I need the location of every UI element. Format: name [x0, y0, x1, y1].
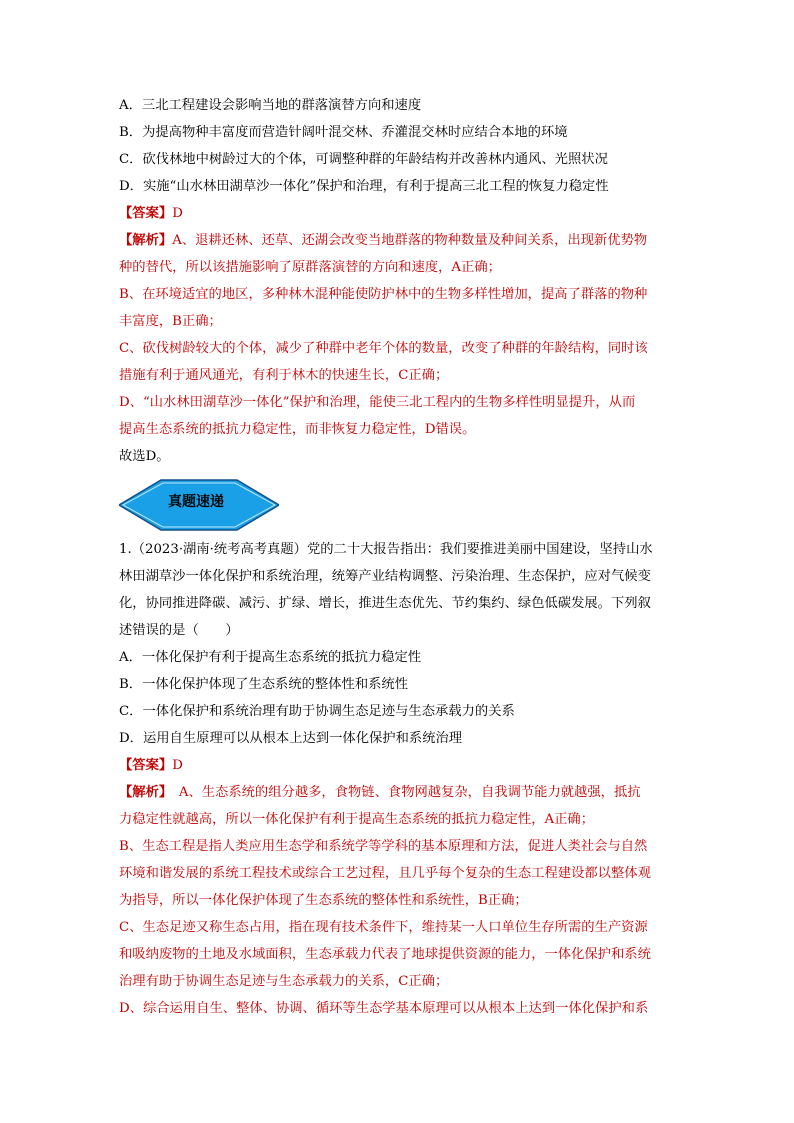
q2-analysis-line: 治理有助于协调生态足迹与生态承载力的关系，C正确；	[119, 974, 449, 989]
q2-answer	[119, 752, 679, 779]
q2-option-d: D．运用自生原理可以从根本上达到一体化保护和系统治理	[119, 731, 463, 746]
q2-analysis-line: C、生态足迹又称生态占用，指在现有技术条件下，维持某一人口单位生存所需的生产资源	[119, 920, 648, 935]
analysis-tag: 【解析】	[119, 785, 166, 800]
q1-option-b: B．为提高物种丰富度而营造针阔叶混交林、乔灌混交林时应结合本地的环境	[119, 125, 568, 140]
q1-analysis-line: D、“山水林田湖草沙一体化”保护和治理，能使三北工程内的生物多样性明显提升，从而	[119, 395, 636, 410]
analysis-tag: 【解析】	[119, 233, 173, 248]
q1-analysis-line: 丰富度，B正确；	[119, 314, 222, 329]
q1-option-d: D．实施“山水林田湖草沙一体化”保护和治理，有利于提高三北工程的恢复力稳定性	[119, 179, 609, 194]
section-banner	[119, 476, 679, 534]
q2-option-a: A．一体化保护有利于提高生态系统的抵抗力稳定性	[119, 650, 422, 665]
q2-stem-line: 林田湖草沙一体化保护和系统治理，统筹产业结构调整、污染治理、生态保护，应对气候变	[119, 569, 651, 584]
q1-option-c: C．砍伐林地中树龄过大的个体，可调整种群的年龄结构并改善林内通风、光照状况	[119, 152, 608, 167]
answer-value: D	[172, 206, 183, 221]
q2-option-b: B．一体化保护体现了生态系统的整体性和系统性	[119, 677, 409, 692]
q1-analysis-line: 种的替代，所以该措施影响了原群落演替的方向和速度，A正确；	[119, 260, 501, 275]
q1-conclusion: 故选D。	[119, 449, 170, 464]
q2-analysis-line: D、综合运用自生、整体、协调、循环等生态学基本原理可以从根本上达到一体化保护和系	[119, 1001, 649, 1016]
q2-analysis-line: B、生态工程是指人类应用生态学和系统学等学科的基本原理和方法，促进人类社会与自然	[119, 839, 648, 854]
q1-analysis-line	[119, 227, 679, 254]
q2-stem-line: 化，协同推进降碳、减污、扩绿、增长，推进生态优先、节约集约、绿色低碳发展。下列叙	[119, 596, 651, 611]
document-page	[119, 92, 679, 1022]
q2-analysis-line: 力稳定性就越高，所以一体化保护有利于提高生态系统的抵抗力稳定性，A正确；	[119, 812, 594, 827]
q1-analysis-line: 措施有利于通风通光，有利于林木的快速生长，C正确；	[119, 368, 449, 383]
answer-tag: 【答案】	[119, 206, 173, 221]
q2-analysis-line: 和吸纳废物的土地及水域面积，生态承载力代表了地球提供资源的能力，一体化保护和系统	[119, 947, 651, 962]
q2-analysis-line: 环境和谐发展的系统工程技术或综合工艺过程，且几乎每个复杂的生态工程建设都以整体观	[119, 866, 651, 881]
answer-value: D	[172, 758, 183, 773]
q1-analysis-line: C、砍伐树龄较大的个体，减少了种群中老年个体的数量，改变了种群的年龄结构，同时该	[119, 341, 648, 356]
q2-stem-line: 1.（2023·湖南·统考高考真题）党的二十大报告指出：我们要推进美丽中国建设，坚持山水	[119, 542, 653, 557]
banner-title: 真题速递	[168, 494, 224, 510]
answer-tag: 【答案】	[119, 758, 173, 773]
analysis-text: A、生态系统的组分越多，食物链、食物网越复杂，自我调节能力就越强，抵抗	[165, 785, 641, 800]
q1-analysis-line: 提高生态系统的抵抗力稳定性，而非恢复力稳定性，D错误。	[119, 422, 476, 437]
analysis-text: A、退耕还林、还草、还湖会改变当地群落的物种数量及种间关系，出现新优势物	[172, 233, 648, 248]
q1-answer	[119, 200, 679, 227]
q2-option-c: C．一体化保护和系统治理有助于协调生态足迹与生态承载力的关系	[119, 704, 515, 719]
q1-analysis-line: B、在环境适宜的地区，多种林木混种能使防护林中的生物多样性增加，提高了群落的物种	[119, 287, 648, 302]
q2-analysis-line	[119, 779, 679, 806]
q2-analysis-line: 为指导，所以一体化保护体现了生态系统的整体性和系统性，B正确；	[119, 893, 528, 908]
q1-option-a: A．三北工程建设会影响当地的群落演替方向和速度	[119, 98, 422, 113]
q2-stem-line: 述错误的是（ ）	[119, 623, 239, 638]
